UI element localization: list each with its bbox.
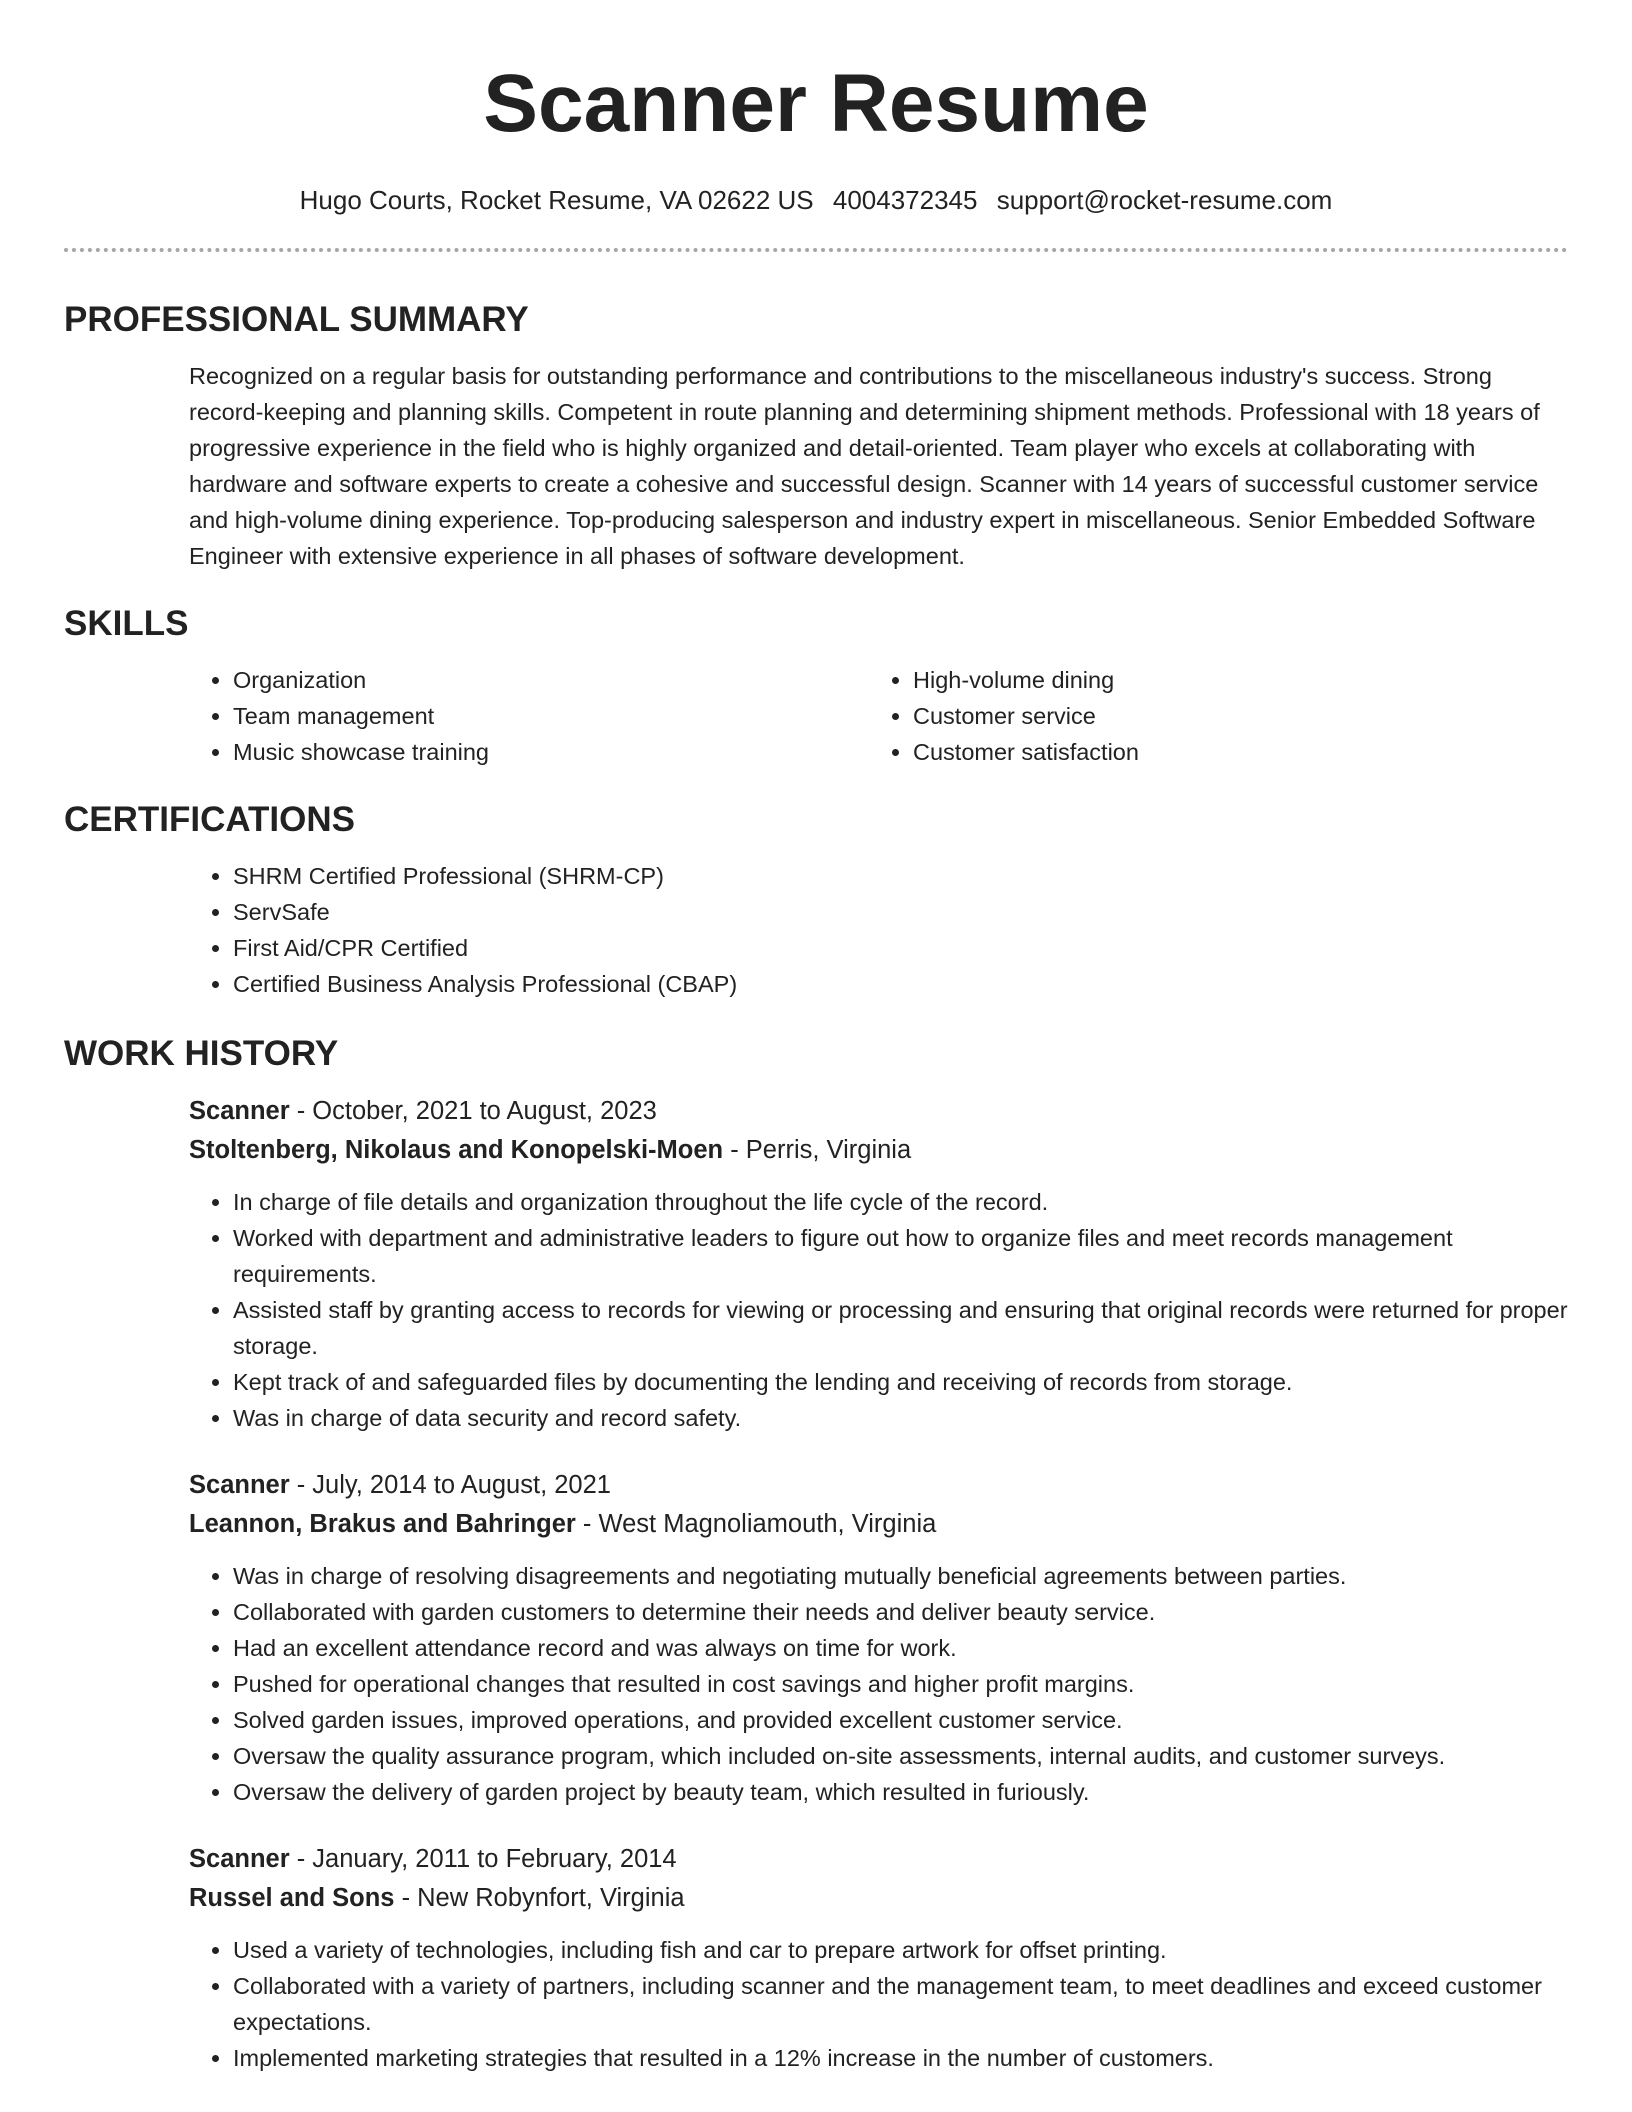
job-location: - Perris, Virginia	[723, 1136, 912, 1164]
certifications-heading: CERTIFICATIONS	[64, 800, 356, 839]
contact-phone[interactable]: 4004372345	[832, 185, 978, 215]
job-entry	[64, 1466, 1568, 1810]
job-role: Scanner	[189, 1845, 290, 1873]
job-company: Russel and Sons	[189, 1884, 395, 1912]
job-bullet: • Oversaw the delivery of garden project by beauty team, which resulted in furiously.	[233, 1774, 1568, 1810]
skills-heading: SKILLS	[64, 604, 189, 643]
work-history-heading: WORK HISTORY	[64, 1034, 339, 1073]
job-bullets	[189, 1558, 1568, 1810]
job-bullet: • Kept track of and safeguarded files by documenting the lending and receiving of records from storage.	[233, 1364, 1568, 1400]
job-title-line	[189, 1840, 1568, 1879]
skill-item: • Organization	[233, 662, 869, 698]
contact-email[interactable]: support@rocket-resume.com	[996, 185, 1333, 215]
skill-item: • Music showcase training	[233, 734, 869, 770]
summary-heading: PROFESSIONAL SUMMARY	[64, 300, 529, 339]
job-bullet: • Oversaw the quality assurance program, which included on-site assessments, internal audits, and customer surveys.	[233, 1738, 1568, 1774]
job-company: Stoltenberg, Nikolaus and Konopelski-Moen	[189, 1136, 724, 1164]
resume-name: Scanner Resume	[483, 58, 1149, 149]
job-title-line	[189, 1092, 1568, 1131]
job-bullets	[189, 1184, 1568, 1436]
job-location: - New Robynfort, Virginia	[394, 1884, 685, 1912]
certification-item: • ServSafe	[233, 894, 1568, 930]
job-bullet: • Was in charge of data security and record safety.	[233, 1400, 1568, 1436]
job-bullet: • Pushed for operational changes that resulted in cost savings and higher profit margins.	[233, 1666, 1568, 1702]
skills-list	[189, 662, 1568, 770]
job-bullet: • Had an excellent attendance record and was always on time for work.	[233, 1630, 1568, 1666]
skill-item: • Team management	[233, 698, 869, 734]
skill-item: • High-volume dining	[913, 662, 1549, 698]
certification-item: • First Aid/CPR Certified	[233, 930, 1568, 966]
job-bullet: • Collaborated with garden customers to determine their needs and deliver beauty service.	[233, 1594, 1568, 1630]
job-dates: - January, 2011 to February, 2014	[289, 1845, 677, 1873]
summary-text: Recognized on a regular basis for outstanding performance and contributions to the miscellaneous industry's success. Strong record-keeping and planning skills. Competent in route planning and determining shipment methods. Professional with 18 years of progressive experience in the field who is highly organized and detail-oriented. Team player who excels at collaborating with hardware and software experts to create a cohesive and successful design. Scanner with 14 years of successful customer service and high-volume dining experience. Top-producing salesperson and industry expert in miscellaneous. Senior Embedded Software Engineer with extensive experience in all phases of software development.	[189, 363, 1540, 569]
resume-page	[64, 0, 1568, 2076]
job-dates: - October, 2021 to August, 2023	[289, 1097, 657, 1125]
job-company-line	[189, 1505, 1568, 1544]
contact-address: Hugo Courts, Rocket Resume, VA 02622 US	[299, 185, 814, 215]
job-bullet: • Used a variety of technologies, including fish and car to prepare artwork for offset printing.	[233, 1932, 1568, 1968]
job-bullet: • Was in charge of resolving disagreements and negotiating mutually beneficial agreements between parties.	[233, 1558, 1568, 1594]
job-entry	[64, 1092, 1568, 1436]
skills-column-right	[869, 662, 1549, 770]
job-company: Leannon, Brakus and Bahringer	[189, 1510, 576, 1538]
job-role: Scanner	[189, 1097, 290, 1125]
certification-item: • Certified Business Analysis Professional (CBAP)	[233, 966, 1568, 1002]
certifications-list	[189, 858, 1568, 1002]
job-role: Scanner	[189, 1471, 290, 1499]
skills-column-left	[189, 662, 869, 770]
job-entry	[64, 1840, 1568, 2076]
job-bullet: • Solved garden issues, improved operations, and provided excellent customer service.	[233, 1702, 1568, 1738]
skill-item: • Customer satisfaction	[913, 734, 1549, 770]
certification-item: • SHRM Certified Professional (SHRM-CP)	[233, 858, 1568, 894]
job-bullet: • Worked with department and administrative leaders to figure out how to organize files and meet records management requirements.	[233, 1220, 1568, 1292]
skill-item: • Customer service	[913, 698, 1549, 734]
header-divider	[64, 248, 1568, 252]
contact-line	[64, 182, 1568, 218]
job-bullet: • Implemented marketing strategies that resulted in a 12% increase in the number of customers.	[233, 2040, 1568, 2076]
job-bullet: • In charge of file details and organization throughout the life cycle of the record.	[233, 1184, 1568, 1220]
job-bullets	[189, 1932, 1568, 2076]
job-company-line	[189, 1879, 1568, 1918]
job-title-line	[189, 1466, 1568, 1505]
job-dates: - July, 2014 to August, 2021	[289, 1471, 611, 1499]
job-bullet: • Collaborated with a variety of partners, including scanner and the management team, to meet deadlines and exceed customer expectations.	[233, 1968, 1568, 2040]
job-company-line	[189, 1131, 1568, 1170]
job-bullet: • Assisted staff by granting access to records for viewing or processing and ensuring that original records were returned for proper storage.	[233, 1292, 1568, 1364]
job-location: - West Magnoliamouth, Virginia	[575, 1510, 937, 1538]
